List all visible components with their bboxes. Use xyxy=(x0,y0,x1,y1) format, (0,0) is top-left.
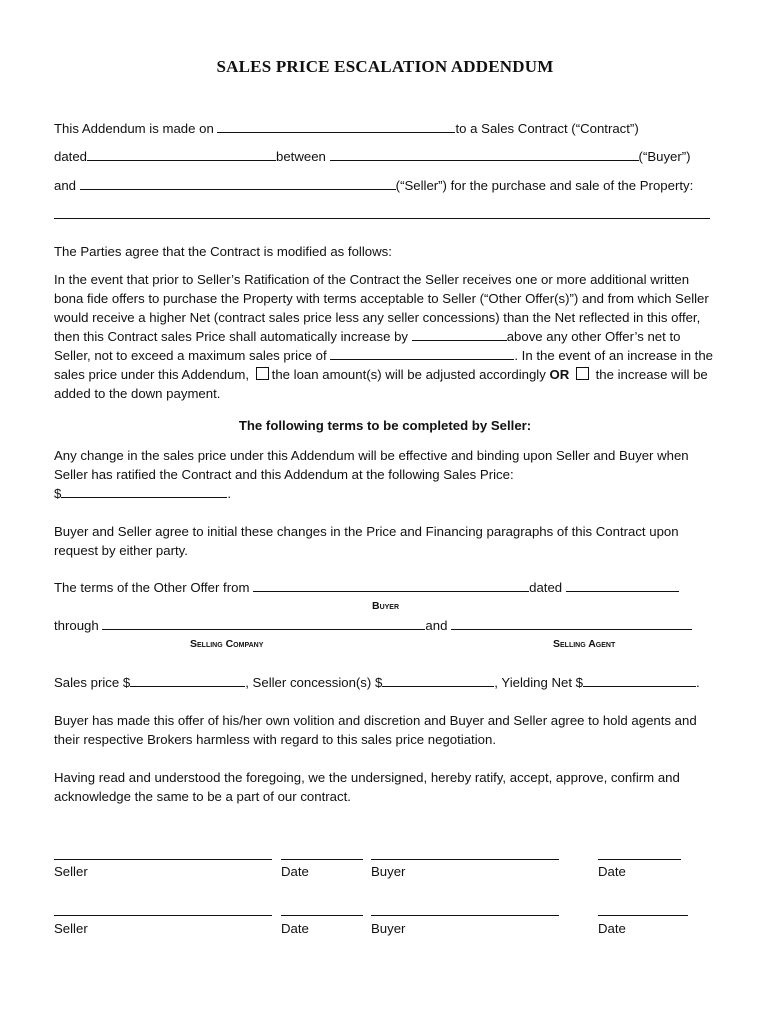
buyer-name-field[interactable] xyxy=(330,148,639,161)
escalation-text: above any other Offer’s net to Seller, not to exceed a maximum sales price of xyxy=(54,329,681,363)
date-label: Date xyxy=(598,921,626,936)
yielding-net-field[interactable] xyxy=(583,674,696,687)
seller-name-field[interactable] xyxy=(80,177,396,190)
selling-agent-sublabel: Selling Agent xyxy=(553,638,616,650)
seller-terms-heading: The following terms to be completed by Seller: xyxy=(238,418,532,433)
date-label: Date xyxy=(281,921,309,936)
other-offer-line-2 xyxy=(54,616,692,635)
date-label: Date xyxy=(281,864,309,879)
parties-agree-text: The Parties agree that the Contract is modified as follows: xyxy=(54,244,392,259)
seller-date-line[interactable] xyxy=(281,859,363,860)
other-offer-text: dated xyxy=(529,580,566,595)
seller-signature-line[interactable] xyxy=(54,859,272,860)
other-offer-text: The terms of the Other Offer from xyxy=(54,580,254,595)
intro-line-3 xyxy=(54,176,693,195)
intro-text: dated xyxy=(54,149,88,164)
property-address-field[interactable] xyxy=(54,218,710,219)
seller-concessions-field[interactable] xyxy=(382,674,494,687)
buyer-sublabel: Buyer xyxy=(372,600,400,612)
volition-paragraph: Buyer has made this offer of his/her own volition and discretion and Buyer and Seller agree to hold agents and their respective Brokers harmless with regard to this sales price negotiation. xyxy=(54,713,697,747)
selling-company-sublabel: Selling Company xyxy=(190,638,264,650)
buyer-signature-line[interactable] xyxy=(371,859,559,860)
buyer-label: Buyer xyxy=(371,864,406,879)
seller-signature-line[interactable] xyxy=(54,915,272,916)
seller-label: Seller xyxy=(54,864,88,879)
seller-terms-text: Any change in the sales price under this Addendum will be effective and binding upon Seller and Buyer when Seller has ratified the Contract and this Addendum at the following Sales Price: xyxy=(54,448,689,482)
intro-line-1 xyxy=(54,119,639,138)
loan-adjusted-checkbox[interactable] xyxy=(256,367,269,380)
escalation-text: the increase will be added to the down payment. xyxy=(54,367,708,401)
other-offer-line-1 xyxy=(54,578,679,597)
other-offer-text: and xyxy=(425,618,452,633)
escalation-text: In the event that prior to Seller’s Ratification of the Contract the Seller receives one or more additional written bona fide offers to purchase the Property with terms acceptable to Seller (“Other Offer(s)”) and from which Seller would receive a higher Net (contract sales price less any seller concessions) than the Net reflected in this offer, then this Contract sales Price shall automatically increase by xyxy=(54,272,709,344)
dollar-sign: $ xyxy=(54,486,62,501)
ratified-sales-price-field[interactable] xyxy=(61,485,227,498)
net-text: Sales price $ xyxy=(54,675,131,690)
net-text: , Yielding Net $ xyxy=(494,675,584,690)
maximum-sales-price-field[interactable] xyxy=(330,347,514,360)
intro-line-2 xyxy=(54,147,691,166)
intro-text: (“Seller”) for the purchase and sale of the Property: xyxy=(395,178,694,193)
seller-date-line[interactable] xyxy=(281,915,363,916)
net-text: , Seller concession(s) $ xyxy=(245,675,383,690)
buyer-date-line[interactable] xyxy=(598,915,688,916)
intro-text: and xyxy=(54,178,80,193)
escalation-text: . In the event of an increase in the sales price under this Addendum, xyxy=(54,348,714,382)
other-sales-price-field[interactable] xyxy=(130,674,245,687)
down-payment-checkbox[interactable] xyxy=(576,367,589,380)
addendum-date-field[interactable] xyxy=(217,120,455,133)
document-title: SALES PRICE ESCALATION ADDENDUM xyxy=(216,57,554,76)
seller-terms-paragraph xyxy=(54,446,716,503)
other-offer-buyer-field[interactable] xyxy=(253,579,529,592)
selling-agent-field[interactable] xyxy=(451,617,692,630)
escalation-paragraph xyxy=(54,270,716,403)
other-offer-date-field[interactable] xyxy=(566,579,679,592)
or-label: OR xyxy=(549,367,570,382)
buyer-label: Buyer xyxy=(371,921,406,936)
intro-text: between xyxy=(276,149,330,164)
period: . xyxy=(227,486,232,501)
initial-changes-paragraph: Buyer and Seller agree to initial these changes in the Price and Financing paragraphs of this Contract upon request by either party. xyxy=(54,524,679,558)
net-text: . xyxy=(696,675,700,690)
contract-dated-field[interactable] xyxy=(87,148,276,161)
date-label: Date xyxy=(598,864,626,879)
seller-label: Seller xyxy=(54,921,88,936)
selling-company-field[interactable] xyxy=(102,617,425,630)
other-offer-text: through xyxy=(54,618,103,633)
escalation-text: the loan amount(s) will be adjusted accordingly xyxy=(271,367,550,382)
buyer-signature-line[interactable] xyxy=(371,915,559,916)
buyer-date-line[interactable] xyxy=(598,859,681,860)
acknowledge-paragraph: Having read and understood the foregoing, we the undersigned, hereby ratify, accept, approve, confirm and acknowledge the same to be a part of our contract. xyxy=(54,770,680,804)
intro-text: This Addendum is made on xyxy=(54,121,218,136)
intro-text: (“Buyer”) xyxy=(638,149,691,164)
escalation-increment-field[interactable] xyxy=(412,328,507,341)
net-line xyxy=(54,673,700,692)
intro-text: to a Sales Contract (“Contract”) xyxy=(455,121,639,136)
